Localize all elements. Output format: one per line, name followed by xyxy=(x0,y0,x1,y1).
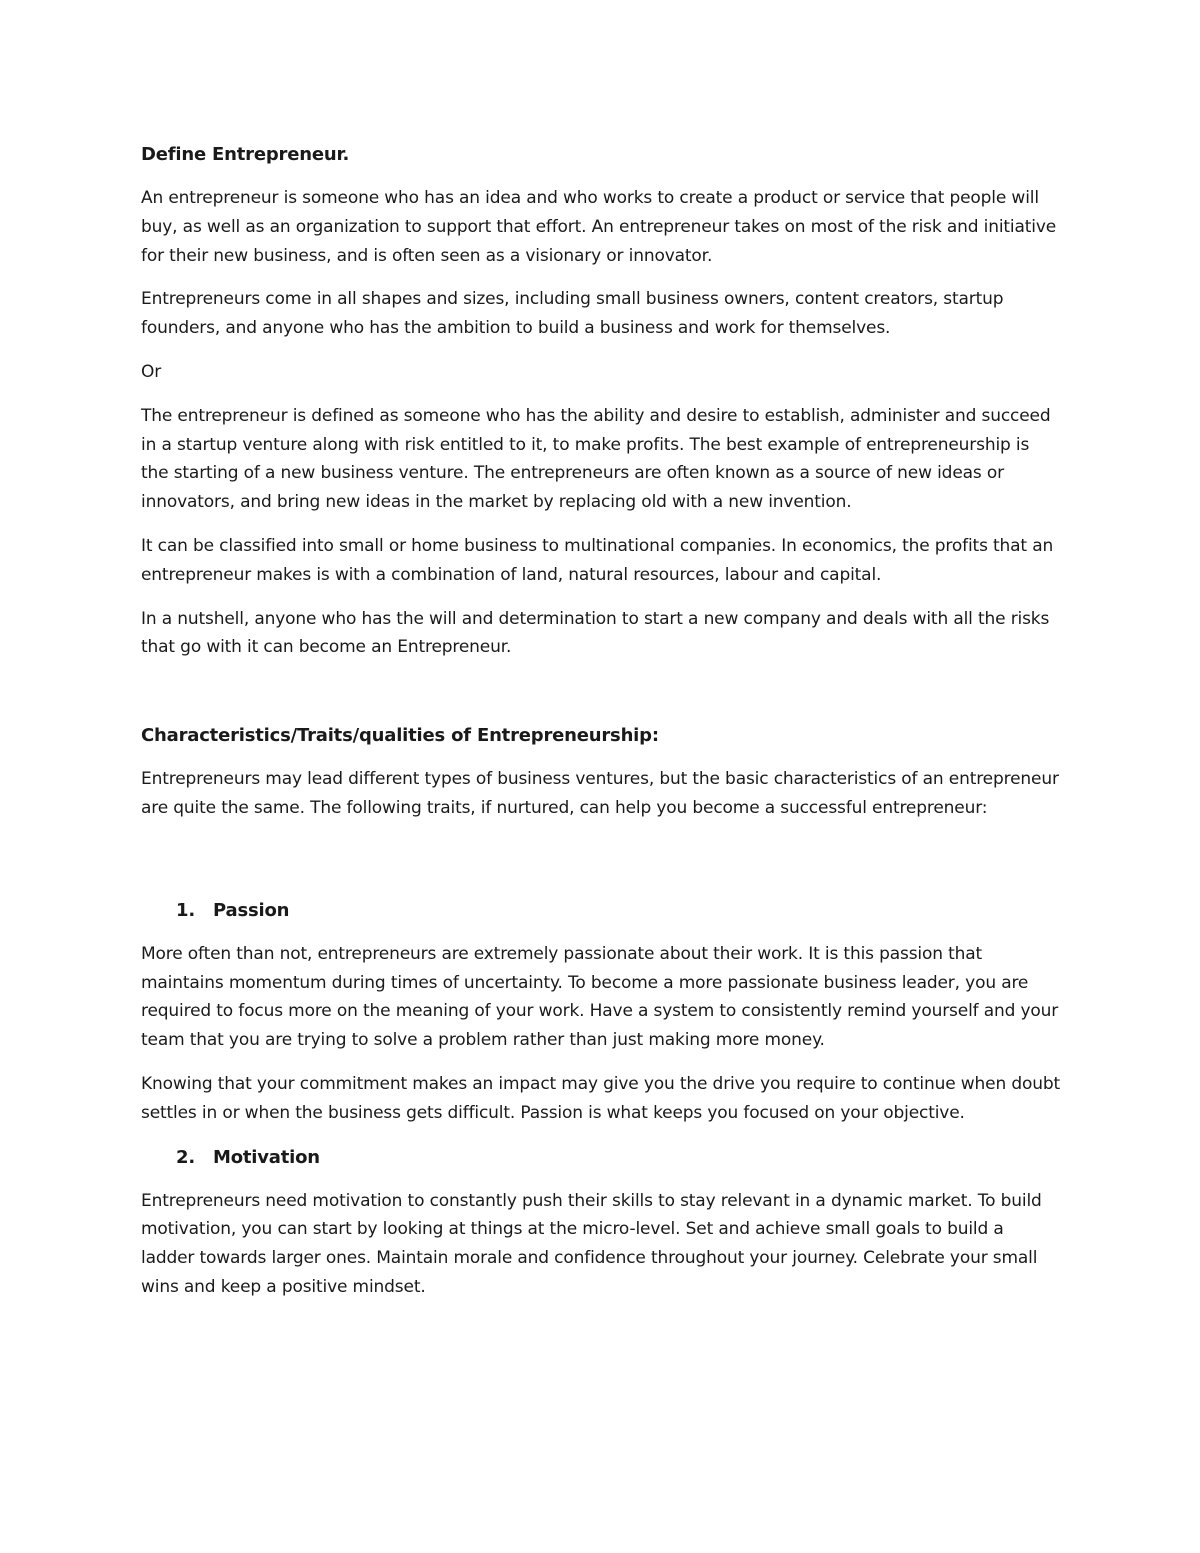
blank-line xyxy=(141,677,1061,721)
list-title: Motivation xyxy=(213,1146,320,1168)
paragraph: It can be classified into small or home business to multinational companies. In economics, the profits that an entrepreneur makes is with a combination of land, natural resources, labour and capital. xyxy=(141,535,1054,585)
trait-heading-passion xyxy=(141,896,1061,925)
list-number: 2. xyxy=(176,1146,195,1168)
paragraph: In a nutshell, anyone who has the will and determination to start a new company and deals with all the risks that go with it can become an Entrepreneur. xyxy=(141,608,1050,658)
paragraph: An entrepreneur is someone who has an idea and who works to create a product or service that people will buy, as well as an organization to support that effort. An entrepreneur takes on most of the risk and initiative for their new business, and is often seen as a visionary or innovator. xyxy=(141,188,1057,266)
paragraph: More often than not, entrepreneurs are extremely passionate about their work. It is this passion that maintains momentum during times of uncertainty. To become a more passionate business leader, you are required to focus more on the meaning of your work. Have a system to consistently remind yourself and your team that you are trying to solve a problem rather than just making more money. xyxy=(141,943,1059,1051)
paragraph: Entrepreneurs need motivation to constantly push their skills to stay relevant in a dynamic market. To build motivation, you can start by looking at things at the micro-level. Set and achieve small goals to build a ladder towards larger ones. Maintain morale and confidence throughout your journey. Celebrate your small wins and keep a positive mindset. xyxy=(141,1190,1042,1297)
paragraph: The entrepreneur is defined as someone who has the ability and desire to establish, administer and succeed in a startup venture along with risk entitled to it, to make profits. The best example of entrepreneurship is the starting of a new business venture. The entrepreneurs are often known as a source of new ideas or innovators, and bring new ideas in the market by replacing old with a new invention. xyxy=(141,405,1051,513)
paragraph: Knowing that your commitment makes an impact may give you the drive you require to continue when doubt settles in or when the business gets difficult. Passion is what keeps you focused on your objective. xyxy=(141,1073,1060,1123)
paragraph: Or xyxy=(141,361,162,382)
trait-heading-motivation xyxy=(141,1143,1061,1172)
list-number: 1. xyxy=(176,899,195,921)
paragraph: Entrepreneurs may lead different types of business ventures, but the basic characteristics of an entrepreneur are quite the same. The following traits, if nurtured, can help you become a successful entrepreneur: xyxy=(141,769,1059,818)
list-title: Passion xyxy=(213,899,290,921)
paragraph: Entrepreneurs come in all shapes and sizes, including small business owners, content creators, startup founders, and anyone who has the ambition to build a business and work for themselves. xyxy=(141,289,1004,339)
blank-line xyxy=(141,838,1061,896)
section-heading-characteristics: Characteristics/Traits/qualities of Entrepreneurship: xyxy=(141,725,659,747)
section-heading-define: Define Entrepreneur. xyxy=(141,144,350,165)
document-body xyxy=(141,140,1061,1317)
